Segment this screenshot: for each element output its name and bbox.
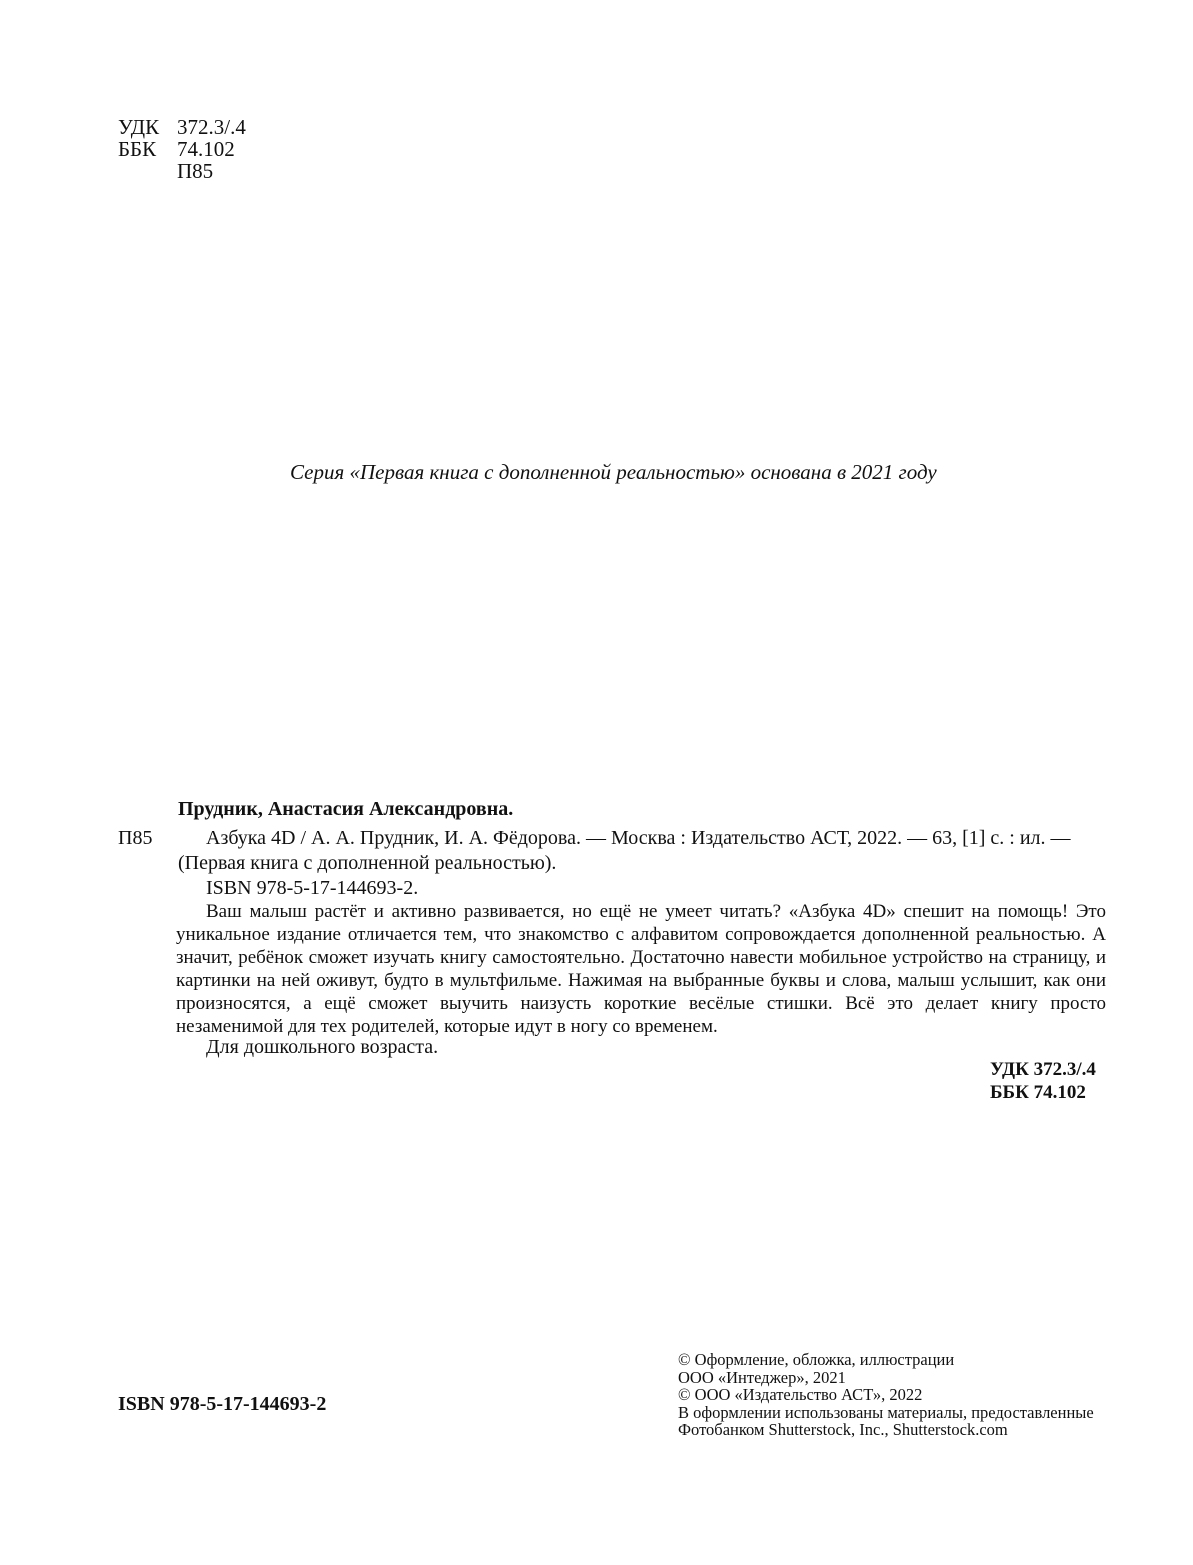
copyright-line-4: В оформлении использованы материалы, предоставленные [678,1402,1094,1422]
author-heading: Прудник, Анастасия Александровна. [178,798,514,820]
isbn-line: ISBN 978-5-17-144693-2. [206,877,419,899]
copyright-line-3: © ООО «Издательство АСТ», 2022 [678,1385,923,1404]
series-note: Серия «Первая книга с дополненной реальностью» основана в 2021 году [290,460,937,484]
age-line: Для дошкольного возраста. [206,1036,439,1058]
copyright-line-2: ООО «Интеджер», 2021 [678,1367,846,1387]
record-author-mark: П85 [118,827,153,849]
copyright-line-5: Фотобанком Shutterstock, Inc., Shutterstock.com [678,1420,1008,1439]
copyright-line-1: © Оформление, обложка, иллюстрации [678,1350,955,1369]
isbn-bottom: ISBN 978-5-17-144693-2 [118,1393,327,1415]
series-line: (Первая книга с дополненной реальностью). [178,852,557,874]
classification-block [118,116,318,182]
udk-bold: УДК 372.3/.4 [990,1059,1096,1080]
udk-label: УДК [118,115,160,139]
udk-value: 372.3/.4 [177,115,246,139]
bbk-bold: ББК 74.102 [990,1082,1086,1103]
copyright-block [678,1351,1094,1439]
author-mark: П85 [177,159,214,183]
bbk-label: ББК [118,137,157,161]
bbk-value: 74.102 [177,137,235,161]
title-line: Азбука 4D / А. А. Прудник, И. А. Фёдорова. — Москва : Издательство АСТ, 2022. — 63, [1] с. : ил. — [206,827,1071,849]
annotation: Ваш малыш растёт и активно развивается, но ещё не умеет читать? «Азбука 4D» спешит на помощь! Это уникальное издание отличается тем, что знакомство с алфавитом сопровождается дополненной реальностью. А значит, ребёнок сможет изучать книгу самостоятельно. Достаточно навести мобильное устройство на страницу, и картинки на ней оживут, будто в мультфильме. Нажимая на выбранные буквы и слова, малыш услышит, как они произносятся, а ещё сможет выучить наизусть короткие весёлые стишки. Всё это делает книгу просто незаменимой для тех родителей, которые идут в ногу со временем. [176,901,1106,1037]
